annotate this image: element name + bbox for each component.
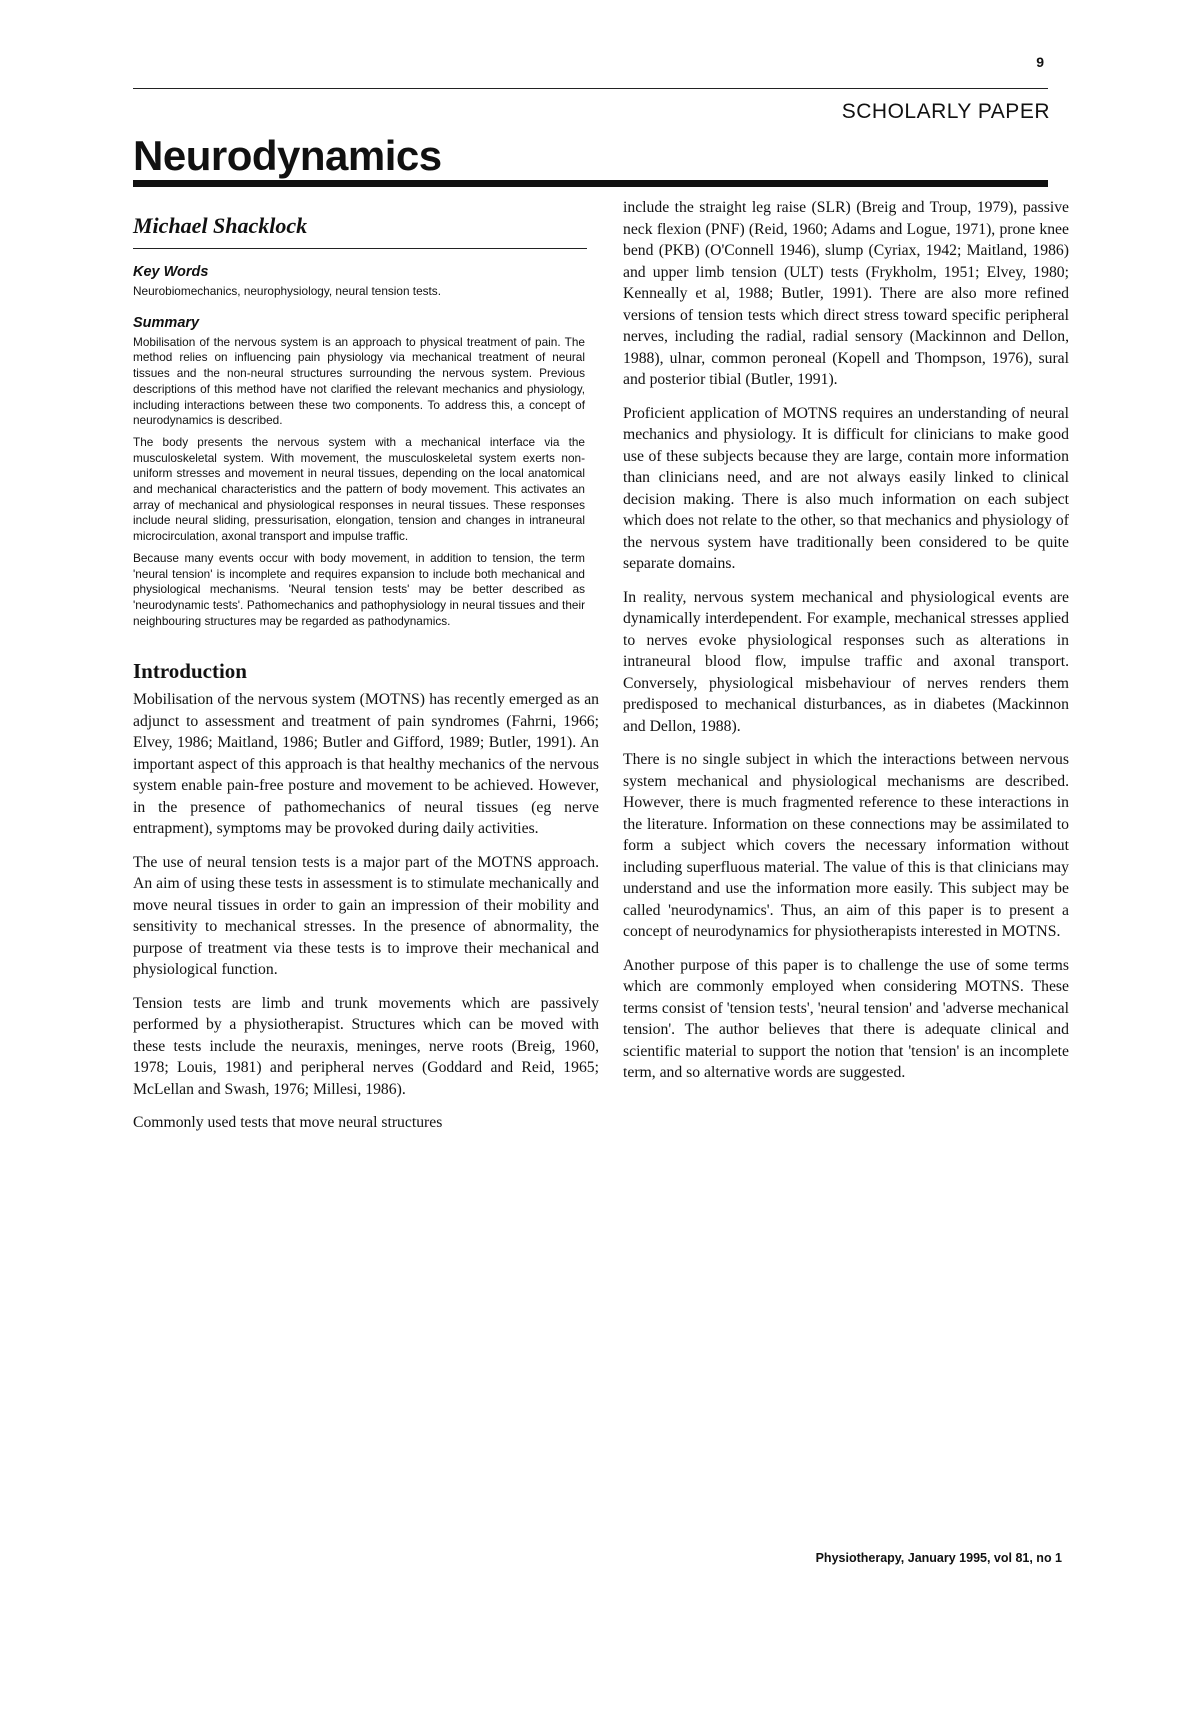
journal-citation-footer: Physiotherapy, January 1995, vol 81, no 1 <box>815 1551 1062 1565</box>
left-column <box>133 200 605 1146</box>
body-paragraph: include the straight leg raise (SLR) (Breig and Troup, 1979), passive neck flexion (PNF) (Reid, 1960; Adams and Logue, 1971), prone knee bend (PKB) (O'Connell 1946), slump (Cyriax, 1942; Maitland, 1986) and upper limb tension (ULT) tests (Frykholm, 1951; Elvey, 1980; Kenneally et al, 1988; Butler, 1991). There are also more refined versions of tension tests which direct stress toward specific peripheral nerves, including the radial, radial sensory (Mackinnon and Dellon, 1988), ulnar, common peroneal (Kopell and Thompson, 1976), sural and posterior tibial (Butler, 1991). <box>623 199 1069 388</box>
body-paragraph: Mobilisation of the nervous system (MOTNS) has recently emerged as an adjunct to assessment and treatment of pain syndromes (Fahrni, 1966; Elvey, 1986; Maitland, 1986; Butler and Gifford, 1989; Butler, 1991). An important aspect of this approach is that healthy mechanics of the nervous system enable pain-free posture and movement to be achieved. However, in the presence of pathomechanics of neural tissues (eg nerve entrapment), symptoms may be provoked during daily activities. <box>133 691 599 838</box>
body-paragraph: In reality, nervous system mechanical and physiological events are dynamically interdependent. For example, mechanical stresses applied to nerves evoke physiological responses such as alterations in intraneural blood flow, impulse traffic and axonal transport. Conversely, physiological misbehaviour of nerves renders them predisposed to mechanical disturbances, as in diabetes (Mackinnon and Dellon, 1988). <box>623 588 1069 735</box>
title-rule <box>133 180 1048 187</box>
body-paragraph: Another purpose of this paper is to challenge the use of some terms which are commonly employed when considering MOTNS. These terms consist of 'tension tests', 'neural tension' and 'adverse mechanical tension'. The author believes that there is adequate clinical and scientific material to support the notion that 'tension' is an incomplete term, and so alternative words are suggested. <box>623 956 1069 1081</box>
right-column <box>623 200 1069 1096</box>
article-title: Neurodynamics <box>133 132 442 179</box>
summary-paragraph: Because many events occur with body movement, in addition to tension, the term 'neural tension' is incomplete and requires expansion to include both mechanical and physiological mechanisms. 'Neural tension tests' may be better described as 'neurodynamic tests'. Pathomechanics and pathophysiology in neural tissues and their neighbouring structures may be regarded as pathodynamics. <box>133 550 585 628</box>
header-rule <box>133 88 1048 89</box>
body-paragraph: Tension tests are limb and trunk movements which are passively performed by a physiotherapist. Structures which can be moved with these tests include the neuraxis, meninges, nerve roots (Breig, 1960, 1978; Louis, 1981) and peripheral nerves (Goddard and Reid, 1965; McLellan and Swash, 1976; Millesi, 1986). <box>133 994 599 1098</box>
body-paragraph: The use of neural tension tests is a major part of the MOTNS approach. An aim of using these tests in assessment is to stimulate mechanically and move neural tissues in order to gain an impression of their mobility and sensitivity to mechanical stresses. In the presence of abnormality, the purpose of treatment via these tests is to improve their mechanical and physiological function. <box>133 853 599 979</box>
page-number: 9 <box>1036 54 1044 70</box>
summary-paragraph: The body presents the nervous system with a mechanical interface via the musculoskeletal system. With movement, the musculoskeletal system exerts non-uniform stresses and movement in neural tissues, depending on the local anatomical and mechanical characteristics and the pattern of body movement. This activates an array of mechanical and physiological responses in neural tissues. These responses include neural sliding, pressurisation, elongation, tension and changes in intraneural microcirculation, axonal transport and impulse traffic. <box>133 434 585 544</box>
author-name: Michael Shacklock <box>133 213 587 249</box>
body-paragraph: Commonly used tests that move neural structures <box>133 1114 443 1132</box>
introduction-heading: Introduction <box>133 659 247 684</box>
keywords-text: Neurobiomechanics, neurophysiology, neural tension tests. <box>133 284 441 298</box>
summary-heading: Summary <box>133 314 200 331</box>
article-type-label: SCHOLARLY PAPER <box>841 100 1050 123</box>
body-paragraph: There is no single subject in which the interactions between nervous system mechanical and physiological mechanisms are described. However, there is much fragmented reference to these interactions in the literature. Information on these connections may be assimilated to form a subject which covers the necessary information without including superfluous material. The value of this is that clinicians may understand and use the information more easily. This subject may be called 'neurodynamics'. Thus, an aim of this paper is to present a concept of neurodynamics for physiotherapists interested in MOTNS. <box>623 751 1069 940</box>
summary-paragraph: Mobilisation of the nervous system is an approach to physical treatment of pain. The method relies on influencing pain physiology via mechanical treatment of neural tissues and the non-neural structures surrounding the nervous system. Previous descriptions of this method have not clarified the relevant mechanics and physiology, including interactions between these two components. To address this, a concept of neurodynamics is described. <box>133 334 585 428</box>
body-paragraph: Proficient application of MOTNS requires an understanding of neural mechanics and physiology. It is difficult for clinicians to make good use of these subjects because they are large, contain more information than clinicians need, and are not always easily linked to clinical decision making. There is also much information on each subject which does not relate to the other, so that mechanics and physiology of the nervous system have traditionally been considered to be quite separate domains. <box>623 404 1069 572</box>
keywords-heading: Key Words <box>133 264 209 280</box>
